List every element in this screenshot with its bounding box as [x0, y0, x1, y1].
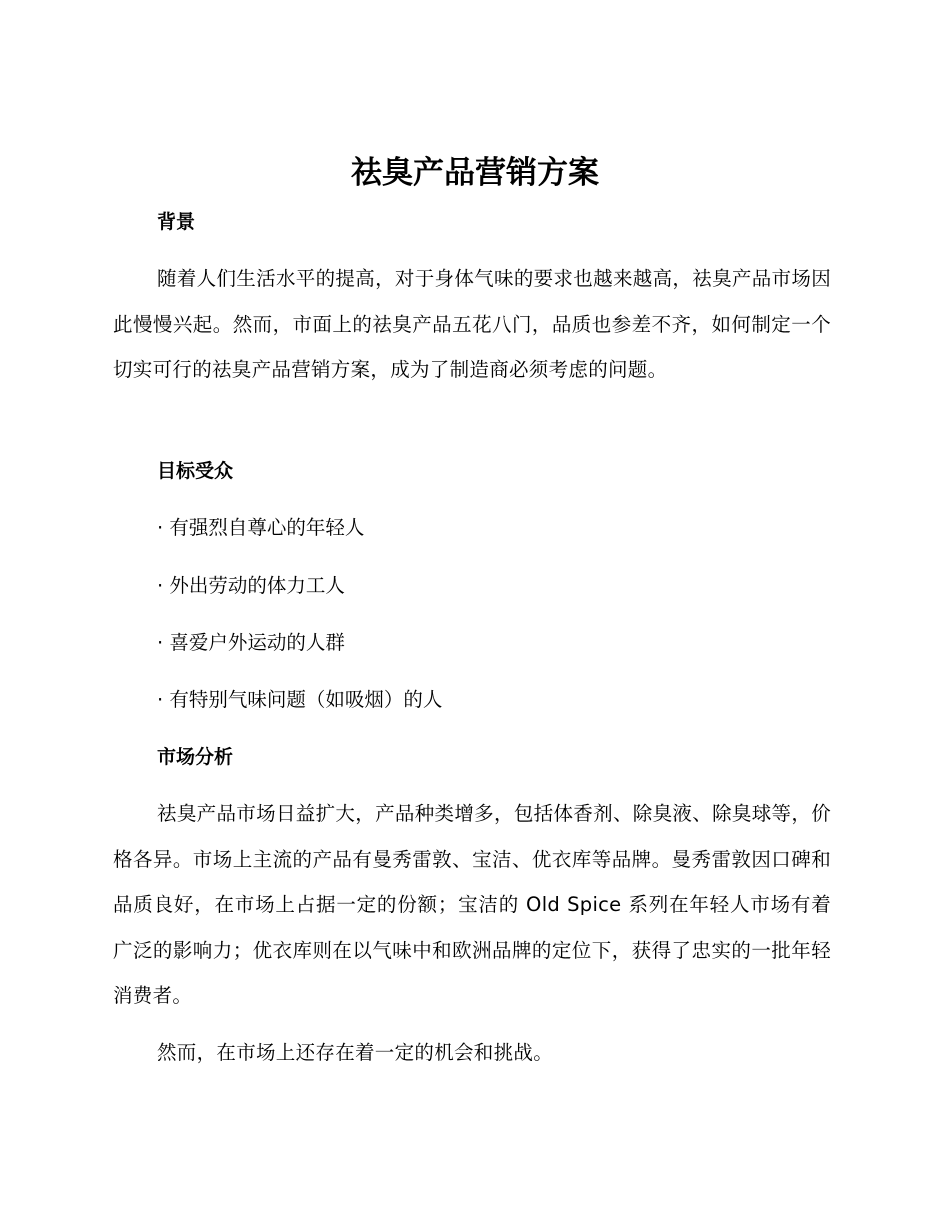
list-item: · 有特别气味问题（如吸烟）的人 [157, 688, 443, 711]
document-title: 祛臭产品营销方案 [351, 155, 599, 191]
list-item: · 有强烈自尊心的年轻人 [157, 516, 365, 539]
section-heading-market: 市场分析 [157, 746, 234, 768]
market-paragraph-2: 然而，在市场上还存在着一定的机会和挑战。 [157, 1041, 554, 1064]
market-paragraph-1: 祛臭产品市场日益扩大，产品种类增多，包括体香剂、除臭液、除臭球等，价格各异。市场上主流的产品有曼秀雷敦、宝洁、优衣库等品牌。曼秀雷敦因口碑和品质良好，在市场上占据一定的份额；宝洁的 Old Spice 系列在年轻人市场有着广泛的影响力；优衣库则在以气味中和欧洲品牌的定位下，获得了忠实的一批年轻消费者。 [113, 802, 831, 1007]
list-item: · 喜爱户外运动的人群 [157, 631, 345, 654]
section-heading-audience: 目标受众 [157, 460, 234, 482]
section-heading-background: 背景 [157, 211, 196, 233]
background-paragraph: 随着人们生活水平的提高，对于身体气味的要求也越来越高，祛臭产品市场因此慢慢兴起。然而，市面上的祛臭产品五花八门，品质也参差不齐，如何制定一个切实可行的祛臭产品营销方案，成为了制造商必须考虑的问题。 [113, 267, 831, 381]
list-item: · 外出劳动的体力工人 [157, 574, 345, 597]
